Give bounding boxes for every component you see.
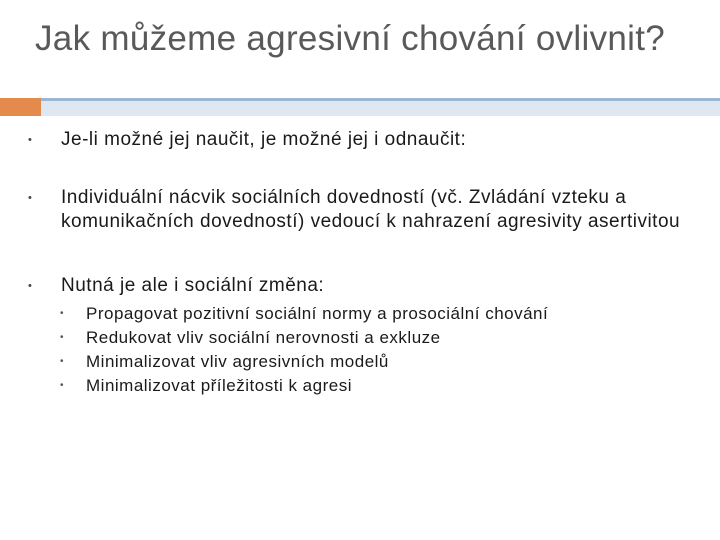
title-accent-blue-bar <box>41 98 720 116</box>
title-accent-orange-bar <box>0 98 41 116</box>
bullet-dot-icon: • <box>60 356 65 367</box>
sub-bullet-item <box>60 374 698 398</box>
bullet-dot-icon: • <box>60 308 65 319</box>
sub-bullet-item <box>60 326 698 350</box>
sub-bullet-list <box>61 302 698 398</box>
bullet-text: Je-li možné jej naučit, je možné jej i odnaučit: <box>61 129 467 150</box>
bullet-dot-icon: • <box>28 134 33 146</box>
bullet-text: Nutná je ale i sociální změna: <box>61 275 325 296</box>
bullet-item <box>28 274 698 398</box>
bullet-text: Individuální nácvik sociálních dovedností (vč. Zvládání vzteku a komunikačních dovedností) vedoucí k nahrazení agresivity asertivitou <box>61 187 681 232</box>
sub-bullet-text: Propagovat pozitivní sociální normy a prosociální chování <box>86 304 549 323</box>
sub-bullet-text: Redukovat vliv sociální nerovnosti a exkluze <box>86 328 441 347</box>
sub-bullet-item <box>60 350 698 374</box>
sub-bullet-text: Minimalizovat vliv agresivních modelů <box>86 352 389 371</box>
sub-bullet-text: Minimalizovat příležitosti k agresi <box>86 376 352 395</box>
bullet-dot-icon: • <box>28 280 33 292</box>
bullet-dot-icon: • <box>60 332 65 343</box>
bullet-item <box>28 128 698 152</box>
bullet-dot-icon: • <box>60 380 65 391</box>
bullet-item <box>28 186 698 234</box>
slide-content <box>28 128 698 398</box>
sub-bullet-item <box>60 302 698 326</box>
slide-title: Jak můžeme agresivní chování ovlivnit? <box>35 19 666 58</box>
title-accent-blue-band <box>41 101 720 116</box>
bullet-dot-icon: • <box>28 192 33 204</box>
